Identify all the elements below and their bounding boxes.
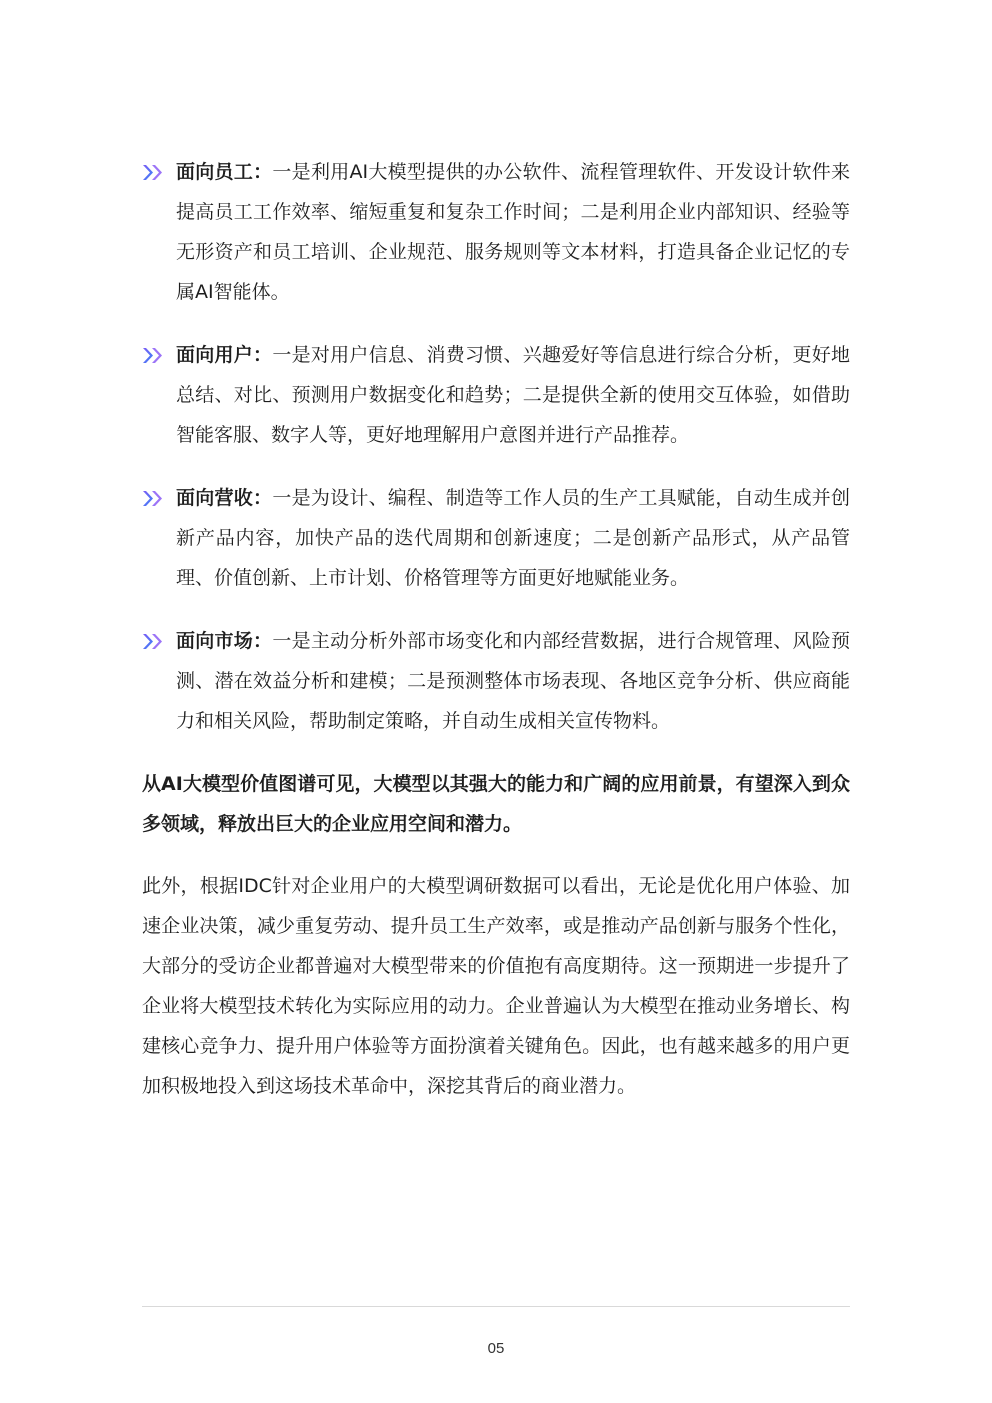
body-paragraph: 此外，根据IDC针对企业用户的大模型调研数据可以看出，无论是优化用户体验、加速企业决策，减少重复劳动、提升员工生产效率，或是推动产品创新与服务个性化，大部分的受访企业都普遍对大模型带来的价值抱有高度期待。这一预期进一步提升了企业将大模型技术转化为实际应用的动力。企业普遍认为大模型在推动业务增长、构建核心竞争力、提升用户体验等方面扮演着关键角色。因此，也有越来越多的用户更加积极地投入到这场技术革命中，深挖其背后的商业潜力。 (142, 875, 850, 1097)
bullet-item-users (142, 335, 850, 455)
double-chevron-icon (142, 347, 164, 364)
bullet-text: 一是为设计、编程、制造等工作人员的生产工具赋能，自动生成并创新产品内容，加快产品的迭代周期和创新速度；二是创新产品形式，从产品管理、价值创新、上市计划、价格管理等方面更好地赋能业务。 (176, 487, 850, 589)
bullet-item-market (142, 621, 850, 741)
bullet-title: 面向用户： (176, 344, 273, 366)
highlight-paragraph: 从AI大模型价值图谱可见，大模型以其强大的能力和广阔的应用前景，有望深入到众多领域，释放出巨大的企业应用空间和潜力。 (142, 773, 850, 835)
footer-divider (142, 1306, 850, 1307)
bullet-text: 一是主动分析外部市场变化和内部经营数据，进行合规管理、风险预测、潜在效益分析和建模；二是预测整体市场表现、各地区竞争分析、供应商能力和相关风险，帮助制定策略，并自动生成相关宣传物料。 (176, 630, 850, 732)
bullet-title: 面向员工： (176, 161, 273, 183)
bullet-item-revenue (142, 478, 850, 598)
bullet-text: 一是利用AI大模型提供的办公软件、流程管理软件、开发设计软件来提高员工工作效率、缩短重复和复杂工作时间；二是利用企业内部知识、经验等无形资产和员工培训、企业规范、服务规则等文本材料，打造具备企业记忆的专属AI智能体。 (176, 161, 850, 303)
bullet-title: 面向市场： (176, 630, 273, 652)
bullet-title: 面向营收： (176, 487, 273, 509)
double-chevron-icon (142, 490, 164, 507)
page-number: 05 (487, 1340, 505, 1357)
document-body (142, 152, 850, 1125)
bullet-item-employees (142, 152, 850, 312)
double-chevron-icon (142, 633, 164, 650)
double-chevron-icon (142, 164, 164, 181)
bullet-text: 一是对用户信息、消费习惯、兴趣爱好等信息进行综合分析，更好地总结、对比、预测用户数据变化和趋势；二是提供全新的使用交互体验，如借助智能客服、数字人等，更好地理解用户意图并进行产品推荐。 (176, 344, 850, 446)
